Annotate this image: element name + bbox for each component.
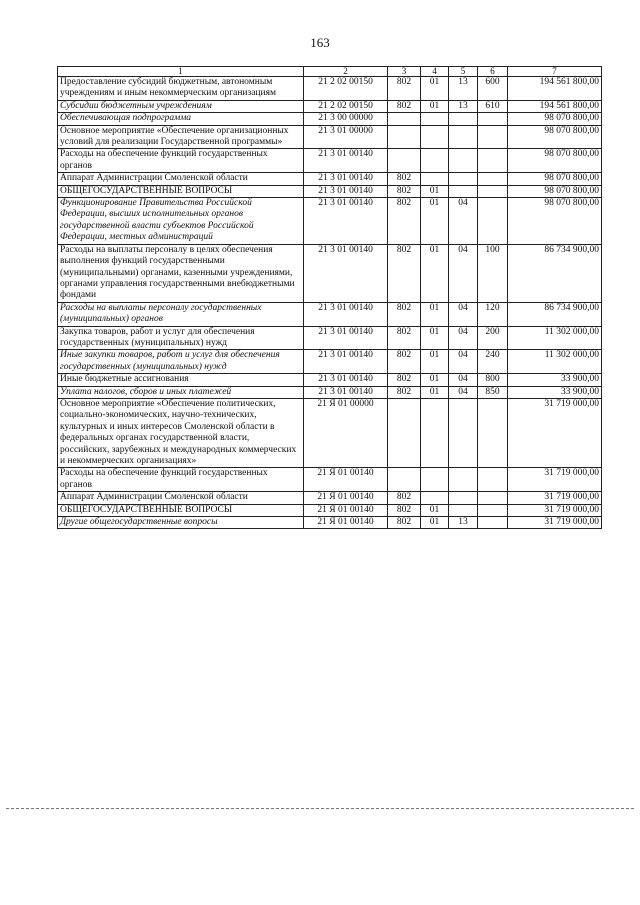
expense-type-code-cell: 800 — [478, 374, 508, 386]
expense-type-code-cell — [478, 468, 508, 492]
row-name-cell: Субсидии бюджетным учреждениям — [58, 100, 304, 112]
table-row — [58, 374, 602, 386]
expense-type-code-cell — [478, 517, 508, 529]
expense-type-code-cell — [478, 492, 508, 504]
ministry-code-cell: 802 — [388, 77, 421, 101]
ministry-code-cell: 802 — [388, 374, 421, 386]
table-row — [58, 398, 602, 467]
subsection-code-cell: 13 — [449, 517, 478, 529]
subsection-code-cell — [449, 492, 478, 504]
subsection-code-cell — [449, 149, 478, 173]
row-name-cell: Расходы на выплаты персоналу государственных (муниципальных) органов — [58, 302, 304, 326]
row-name-cell: Расходы на обеспечение функций государственных органов — [58, 468, 304, 492]
section-code-cell: 01 — [421, 100, 449, 112]
expense-type-code-cell: 600 — [478, 77, 508, 101]
expense-type-code-cell: 850 — [478, 386, 508, 398]
table-body — [58, 77, 602, 529]
subsection-code-cell: 04 — [449, 374, 478, 386]
section-code-cell: 01 — [421, 350, 449, 374]
row-name-cell: Другие общегосударственные вопросы — [58, 517, 304, 529]
expense-type-code-cell — [478, 113, 508, 125]
section-code-cell: 01 — [421, 504, 449, 516]
target-article-code-cell: 21 3 01 00140 — [304, 185, 388, 197]
table-row — [58, 185, 602, 197]
row-name-cell: Расходы на выплаты персоналу в целях обеспечения выполнения функций государственными (муниципальными) органами, казенными учреждениями, органами управления государственными внебюджетными фондами — [58, 244, 304, 302]
amount-cell: 98 070 800,00 — [508, 149, 602, 173]
subsection-code-cell: 04 — [449, 244, 478, 302]
row-name-cell: ОБЩЕГОСУДАРСТВЕННЫЕ ВОПРОСЫ — [58, 504, 304, 516]
table-row — [58, 173, 602, 185]
expense-type-code-cell: 240 — [478, 350, 508, 374]
subsection-code-cell: 04 — [449, 302, 478, 326]
section-code-cell — [421, 149, 449, 173]
target-article-code-cell: 21 Я 01 00140 — [304, 504, 388, 516]
row-name-cell: Уплата налогов, сборов и иных платежей — [58, 386, 304, 398]
ministry-code-cell: 802 — [388, 185, 421, 197]
ministry-code-cell — [388, 398, 421, 467]
section-code-cell — [421, 113, 449, 125]
subsection-code-cell: 13 — [449, 100, 478, 112]
row-name-cell: Расходы на обеспечение функций государственных органов — [58, 149, 304, 173]
amount-cell: 31 719 000,00 — [508, 504, 602, 516]
expense-type-code-cell: 100 — [478, 244, 508, 302]
target-article-code-cell: 21 3 01 00140 — [304, 173, 388, 185]
target-article-code-cell: 21 2 02 00150 — [304, 100, 388, 112]
table-row — [58, 100, 602, 112]
ministry-code-cell — [388, 468, 421, 492]
expense-type-code-cell: 120 — [478, 302, 508, 326]
subsection-code-cell — [449, 185, 478, 197]
target-article-code-cell: 21 3 01 00140 — [304, 149, 388, 173]
header-row — [58, 67, 602, 77]
expense-type-code-cell — [478, 198, 508, 245]
table-row — [58, 350, 602, 374]
ministry-code-cell — [388, 149, 421, 173]
amount-cell: 98 070 800,00 — [508, 173, 602, 185]
target-article-code-cell: 21 3 01 00140 — [304, 374, 388, 386]
target-article-code-cell: 21 3 01 00140 — [304, 350, 388, 374]
amount-cell: 33 900,00 — [508, 386, 602, 398]
table-row — [58, 504, 602, 516]
section-code-cell — [421, 492, 449, 504]
amount-cell: 194 561 800,00 — [508, 100, 602, 112]
row-name-cell: Закупка товаров, работ и услуг для обеспечения государственных (муниципальных) нужд — [58, 326, 304, 350]
table-row — [58, 302, 602, 326]
column-header: 7 — [508, 67, 602, 77]
ministry-code-cell — [388, 113, 421, 125]
footer-divider — [6, 808, 634, 809]
amount-cell: 98 070 800,00 — [508, 125, 602, 149]
table-row — [58, 244, 602, 302]
amount-cell: 31 719 000,00 — [508, 398, 602, 467]
ministry-code-cell — [388, 125, 421, 149]
expense-type-code-cell: 200 — [478, 326, 508, 350]
ministry-code-cell: 802 — [388, 492, 421, 504]
row-name-cell: Функционирование Правительства Российской Федерации, высших исполнительных органов государственной власти субъектов Российской Федерации, местных администраций — [58, 198, 304, 245]
column-header: 2 — [304, 67, 388, 77]
subsection-code-cell — [449, 173, 478, 185]
ministry-code-cell: 802 — [388, 326, 421, 350]
amount-cell: 11 302 000,00 — [508, 350, 602, 374]
target-article-code-cell: 21 3 00 00000 — [304, 113, 388, 125]
subsection-code-cell: 04 — [449, 386, 478, 398]
amount-cell: 31 719 000,00 — [508, 492, 602, 504]
expense-type-code-cell — [478, 173, 508, 185]
target-article-code-cell: 21 2 02 00150 — [304, 77, 388, 101]
row-name-cell: Обеспечивающая подпрограмма — [58, 113, 304, 125]
section-code-cell: 01 — [421, 198, 449, 245]
ministry-code-cell: 802 — [388, 198, 421, 245]
row-name-cell: Предоставление субсидий бюджетным, автономным учреждениям и иным некоммерческим организациям — [58, 77, 304, 101]
section-code-cell: 01 — [421, 302, 449, 326]
section-code-cell — [421, 398, 449, 467]
amount-cell: 98 070 800,00 — [508, 185, 602, 197]
section-code-cell: 01 — [421, 185, 449, 197]
table-row — [58, 113, 602, 125]
expense-type-code-cell — [478, 125, 508, 149]
page-number: 163 — [310, 35, 330, 50]
amount-cell: 86 734 900,00 — [508, 302, 602, 326]
amount-cell: 194 561 800,00 — [508, 77, 602, 101]
expense-type-code-cell: 610 — [478, 100, 508, 112]
table-row — [58, 492, 602, 504]
target-article-code-cell: 21 Я 01 00140 — [304, 492, 388, 504]
ministry-code-cell: 802 — [388, 100, 421, 112]
target-article-code-cell: 21 Я 01 00140 — [304, 517, 388, 529]
subsection-code-cell — [449, 504, 478, 516]
column-header: 4 — [421, 67, 449, 77]
table-row — [58, 125, 602, 149]
amount-cell: 98 070 800,00 — [508, 113, 602, 125]
row-name-cell: Аппарат Администрации Смоленской области — [58, 492, 304, 504]
subsection-code-cell: 04 — [449, 350, 478, 374]
row-name-cell: ОБЩЕГОСУДАРСТВЕННЫЕ ВОПРОСЫ — [58, 185, 304, 197]
target-article-code-cell: 21 3 01 00140 — [304, 386, 388, 398]
ministry-code-cell: 802 — [388, 517, 421, 529]
section-code-cell: 01 — [421, 374, 449, 386]
column-header: 1 — [58, 67, 304, 77]
ministry-code-cell: 802 — [388, 386, 421, 398]
column-header: 5 — [449, 67, 478, 77]
target-article-code-cell: 21 Я 01 00140 — [304, 468, 388, 492]
subsection-code-cell — [449, 113, 478, 125]
section-code-cell: 01 — [421, 77, 449, 101]
row-name-cell: Иные закупки товаров, работ и услуг для обеспечения государственных (муниципальных) нужд — [58, 350, 304, 374]
table-row — [58, 77, 602, 101]
table-row — [58, 198, 602, 245]
expense-type-code-cell — [478, 504, 508, 516]
section-code-cell: 01 — [421, 326, 449, 350]
column-header: 6 — [478, 67, 508, 77]
ministry-code-cell: 802 — [388, 173, 421, 185]
ministry-code-cell: 802 — [388, 504, 421, 516]
amount-cell: 31 719 000,00 — [508, 468, 602, 492]
ministry-code-cell: 802 — [388, 350, 421, 374]
amount-cell: 86 734 900,00 — [508, 244, 602, 302]
section-code-cell: 01 — [421, 244, 449, 302]
row-name-cell: Основное мероприятие «Обеспечение организационных условий для реализации Государственной программы» — [58, 125, 304, 149]
ministry-code-cell: 802 — [388, 244, 421, 302]
table-row — [58, 468, 602, 492]
target-article-code-cell: 21 3 01 00000 — [304, 125, 388, 149]
section-code-cell: 01 — [421, 517, 449, 529]
target-article-code-cell: 21 Я 01 00000 — [304, 398, 388, 467]
row-name-cell: Иные бюджетные ассигнования — [58, 374, 304, 386]
expense-type-code-cell — [478, 398, 508, 467]
column-header: 3 — [388, 67, 421, 77]
row-name-cell: Основное мероприятие «Обеспечение политических, социально-экономических, научно-технических, культурных и иных интересов Смоленской области в федеральных органах государственной власти, российских, зарубежных и международных коммерческих и некоммерческих организациях» — [58, 398, 304, 467]
subsection-code-cell — [449, 398, 478, 467]
subsection-code-cell: 04 — [449, 326, 478, 350]
subsection-code-cell — [449, 125, 478, 149]
table-row — [58, 326, 602, 350]
row-name-cell: Аппарат Администрации Смоленской области — [58, 173, 304, 185]
budget-table — [57, 66, 602, 529]
table-row — [58, 149, 602, 173]
target-article-code-cell: 21 3 01 00140 — [304, 302, 388, 326]
subsection-code-cell: 04 — [449, 198, 478, 245]
expense-type-code-cell — [478, 185, 508, 197]
table-row — [58, 517, 602, 529]
section-code-cell — [421, 173, 449, 185]
target-article-code-cell: 21 3 01 00140 — [304, 326, 388, 350]
amount-cell: 31 719 000,00 — [508, 517, 602, 529]
section-code-cell — [421, 468, 449, 492]
subsection-code-cell — [449, 468, 478, 492]
target-article-code-cell: 21 3 01 00140 — [304, 198, 388, 245]
amount-cell: 11 302 000,00 — [508, 326, 602, 350]
amount-cell: 98 070 800,00 — [508, 198, 602, 245]
section-code-cell: 01 — [421, 386, 449, 398]
target-article-code-cell: 21 3 01 00140 — [304, 244, 388, 302]
amount-cell: 33 900,00 — [508, 374, 602, 386]
subsection-code-cell: 13 — [449, 77, 478, 101]
table-row — [58, 386, 602, 398]
ministry-code-cell: 802 — [388, 302, 421, 326]
expense-type-code-cell — [478, 149, 508, 173]
section-code-cell — [421, 125, 449, 149]
